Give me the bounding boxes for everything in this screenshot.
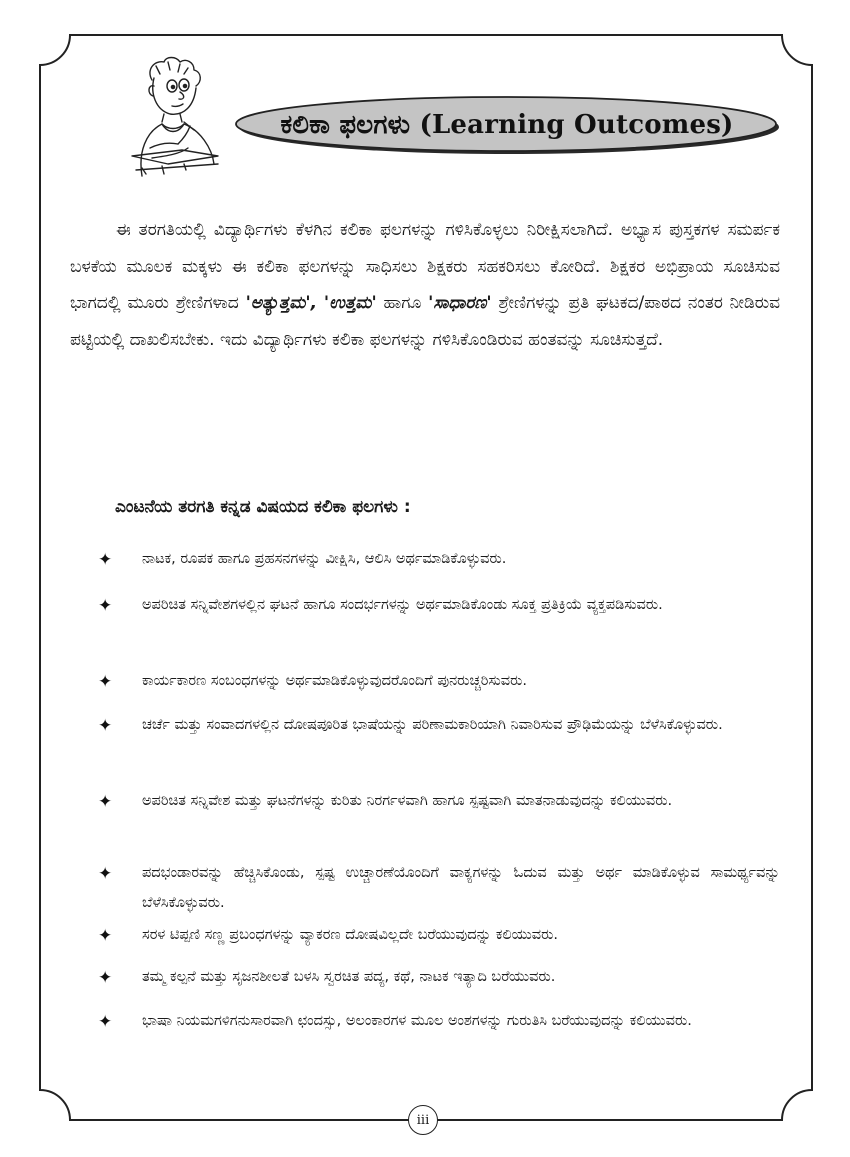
intro-text-part2: ಶ್ರೇಣಿಗಳನ್ನು ಪ್ರತಿ ಘಟಕದ/ಪಾಠದ ನಂತರ ನೀಡಿರುವ ಪಟ್ಟಿಯಲ್ಲಿ ದಾಖಲಿಸಬೇಕು. ಇದು ವಿದ್ಯಾರ್ಥಿಗಳು ಕಲಿಕಾ ಫಲಗಳನ್ನು ಗಳಿಸಿಕೊಂಡಿರುವ ಹಂತವನ್ನು ಸೂಚಿಸುತ್ತದೆ.	[70, 293, 781, 350]
star-bullet-icon: ✦	[98, 968, 113, 988]
grade-average: 'ಸಾಧಾರಣ'	[428, 293, 492, 314]
intro-connector: ಹಾಗೂ	[383, 293, 422, 314]
outcome-text: ಕಾರ್ಯಕಾರಣ ಸಂಬಂಧಗಳನ್ನು ಅರ್ಥಮಾಡಿಕೊಳ್ಳುವುದರೊಂದಿಗೆ ಪುನರುಚ್ಚರಿಸುವರು.	[142, 673, 527, 689]
grade-excellent: 'ಅತ್ಯುತ್ತಮ',	[245, 293, 318, 314]
grade-good: 'ಉತ್ತಮ'	[323, 293, 377, 314]
outcome-item	[98, 862, 780, 918]
intro-paragraph	[70, 212, 780, 358]
outcome-item	[98, 714, 780, 740]
outcome-text: ತಮ್ಮ ಕಲ್ಪನೆ ಮತ್ತು ಸೃಜನಶೀಲತೆ ಬಳಸಿ ಸ್ವರಚಿತ ಪದ್ಯ, ಕಥೆ, ನಾಟಕ ಇತ್ಯಾದಿ ಬರೆಯುವರು.	[142, 969, 556, 985]
intro-text-part1: ಈ ತರಗತಿಯಲ್ಲಿ ವಿದ್ಯಾರ್ಥಿಗಳು ಕೆಳಗಿನ ಕಲಿಕಾ ಫಲಗಳನ್ನು ಗಳಿಸಿಕೊಳ್ಳಲು ನಿರೀಕ್ಷಿಸಲಾಗಿದೆ. ಅಭ್ಯಾಸ ಪುಸ್ತಕಗಳ ಸಮರ್ಪಕ ಬಳಕೆಯ ಮೂಲಕ ಮಕ್ಕಳು ಈ ಕಲಿಕಾ ಫಲಗಳನ್ನು ಸಾಧಿಸಲು ಶಿಕ್ಷಕರು ಸಹಕರಿಸಲು ಕೋರಿದೆ. ಶಿಕ್ಷಕರ ಅಭಿಪ್ರಾಯ ಸೂಚಿಸುವ ಭಾಗದಲ್ಲಿ ಮೂರು ಶ್ರೇಣಿಗಳಾದ	[70, 220, 780, 314]
outcomes-heading: ಎಂಟನೆಯ ತರಗತಿ ಕನ್ನಡ ವಿಷಯದ ಕಲಿಕಾ ಫಲಗಳು :	[115, 497, 411, 517]
star-bullet-icon: ✦	[98, 792, 113, 812]
outcome-text: ಅಪರಿಚಿತ ಸನ್ನಿವೇಶ ಮತ್ತು ಘಟನೆಗಳನ್ನು ಕುರಿತು ನಿರರ್ಗಳವಾಗಿ ಹಾಗೂ ಸ್ಪಷ್ಟವಾಗಿ ಮಾತನಾಡುವುದನ್ನು ಕಲಿಯುವರು.	[142, 793, 673, 809]
outcome-item	[98, 1010, 780, 1036]
outcome-item	[98, 594, 780, 620]
star-bullet-icon: ✦	[98, 672, 113, 692]
outcome-item	[98, 924, 780, 950]
outcome-text: ಸರಳ ಟಿಪ್ಪಣಿ ಸಣ್ಣ ಪ್ರಬಂಧಗಳನ್ನು ವ್ಯಾಕರಣ ದೋಷವಿಲ್ಲದೇ ಬರೆಯುವುದನ್ನು ಕಲಿಯುವರು.	[142, 927, 558, 943]
thinking-student-icon	[122, 52, 226, 180]
star-bullet-icon: ✦	[98, 1012, 113, 1032]
star-bullet-icon: ✦	[98, 596, 113, 616]
outcome-item	[98, 966, 780, 992]
star-bullet-icon: ✦	[98, 926, 113, 946]
page-title: ಕಲಿಕಾ ಫಲಗಳು (Learning Outcomes)	[280, 109, 734, 140]
star-bullet-icon: ✦	[98, 864, 113, 884]
star-bullet-icon: ✦	[98, 550, 113, 570]
outcome-text: ಪದಭಂಡಾರವನ್ನು ಹೆಚ್ಚಿಸಿಕೊಂಡು, ಸ್ಪಷ್ಟ ಉಚ್ಚಾರಣೆಯೊಂದಿಗೆ ವಾಕ್ಯಗಳನ್ನು ಓದುವ ಮತ್ತು ಅರ್ಥ ಮಾಡಿಕೊಳ್ಳುವ ಸಾಮರ್ಥ್ಯವನ್ನು ಬೆಳೆಸಿಕೊಳ್ಳುವರು.	[142, 865, 780, 911]
outcome-text: ಅಪರಿಚಿತ ಸನ್ನಿವೇಶಗಳಲ್ಲಿನ ಘಟನೆ ಹಾಗೂ ಸಂದರ್ಭಗಳನ್ನು ಅರ್ಥಮಾಡಿಕೊಂಡು ಸೂಕ್ತ ಪ್ರತಿಕ್ರಿಯೆ ವ್ಯಕ್ತಪಡಿಸುವರು.	[142, 597, 663, 613]
star-bullet-icon: ✦	[98, 716, 113, 736]
outcome-text: ಭಾಷಾ ನಿಯಮಗಳಿಗನುಸಾರವಾಗಿ ಛಂದಸ್ಸು, ಅಲಂಕಾರಗಳ ಮೂಲ ಅಂಶಗಳನ್ನು ಗುರುತಿಸಿ ಬರೆಯುವುದನ್ನು ಕಲಿಯುವರು.	[142, 1013, 692, 1029]
outcome-item	[98, 548, 780, 574]
page-title-banner	[234, 95, 780, 155]
outcome-text: ಚರ್ಚೆ ಮತ್ತು ಸಂವಾದಗಳಲ್ಲಿನ ದೋಷಪೂರಿತ ಭಾಷೆಯನ್ನು ಪರಿಣಾಮಕಾರಿಯಾಗಿ ನಿವಾರಿಸುವ ಪ್ರೌಢಿಮೆಯನ್ನು ಬೆಳೆಸಿಕೊಳ್ಳುವರು.	[142, 717, 723, 733]
page-number: iii	[408, 1105, 438, 1135]
outcome-text: ನಾಟಕ, ರೂಪಕ ಹಾಗೂ ಪ್ರಹಸನಗಳನ್ನು ವೀಕ್ಷಿಸಿ, ಆಲಿಸಿ ಅರ್ಥಮಾಡಿಕೊಳ್ಳುವರು.	[142, 551, 507, 567]
outcome-item	[98, 790, 780, 816]
outcome-item	[98, 670, 780, 696]
